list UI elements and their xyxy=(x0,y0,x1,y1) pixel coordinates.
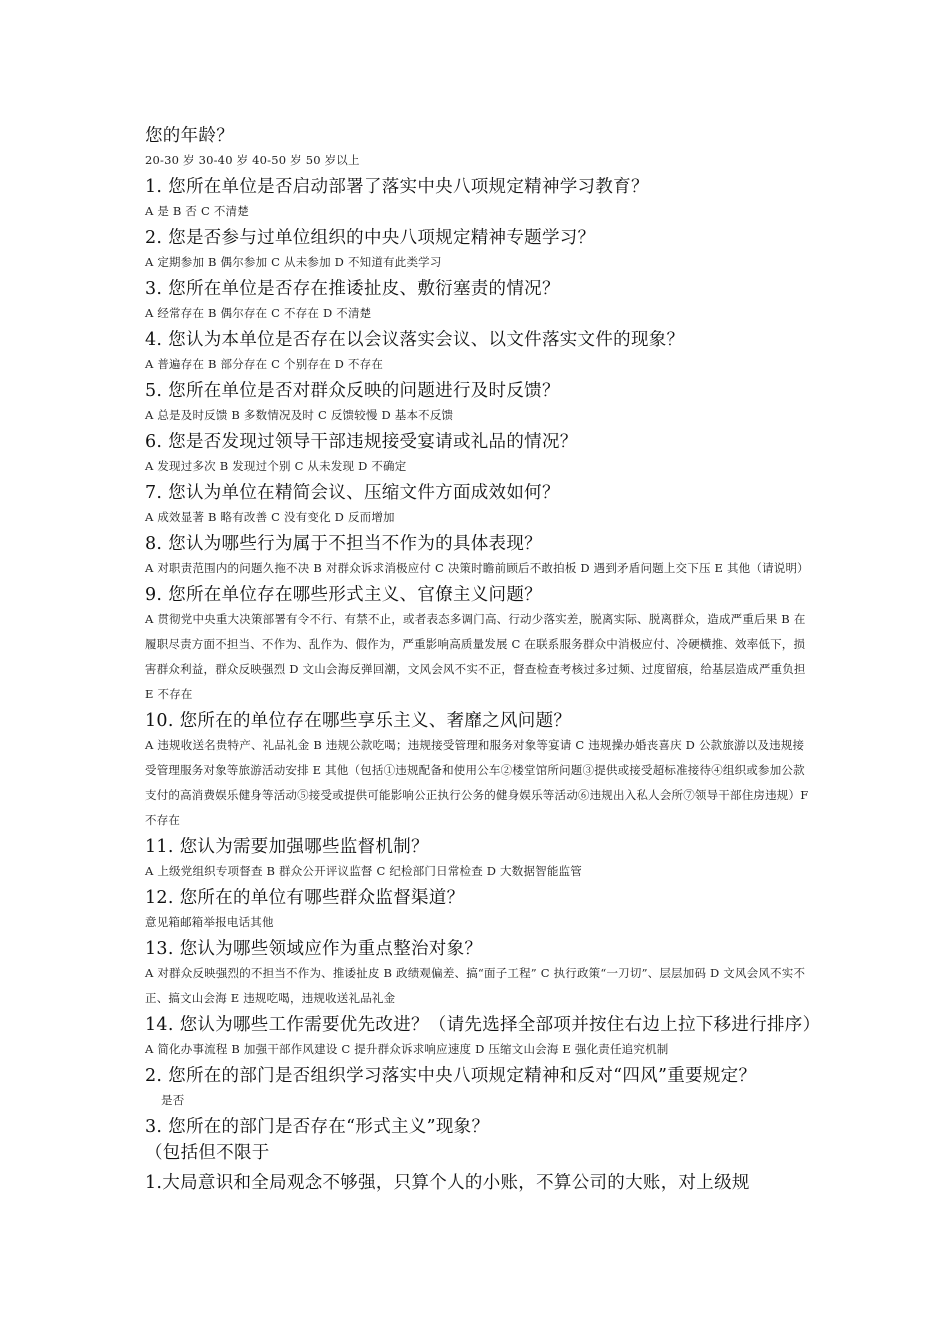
question-9: 9. 您所在单位存在哪些形式主义、官僚主义问题？ xyxy=(145,585,542,605)
answer-14: A 简化办事流程 B 加强干部作风建设 C 提升群众诉求响应速度 D 压缩文山会海 E 强化责任追究机制 xyxy=(145,1042,669,1056)
answer-2: A 定期参加 B 偶尔参加 C 从未参加 D 不知道有此类学习 xyxy=(145,255,442,269)
answer-10: A 违规收送名贵特产、礼品礼金 B 违规公款吃喝；违规接受管理和服务对象等宴请 C 违规操办婚丧喜庆 D 公款旅游以及违规接受管理服务对象等旅游活动安排 E 其他（包括①违规配备和使用公车②楼堂馆所问题③提供或接受超标准接待④组织或参加公款支付的高消费娱乐健身等活动⑤接受或提供可能影响公正执行公务的健身娱乐等活动⑥违规出入私人会所⑦领导干部住房违规）F 不存在 xyxy=(145,738,809,827)
question-age: 您的年龄？ xyxy=(145,126,234,146)
question-10: 10. 您所在的单位存在哪些享乐主义、奢靡之风问题？ xyxy=(145,711,572,731)
question-6: 6. 您是否发现过领导干部违规接受宴请或礼品的情况？ xyxy=(145,432,578,452)
answer-11: A 上级党组织专项督查 B 群众公开评议监督 C 纪检部门日常检查 D 大数据智能监管 xyxy=(145,864,582,878)
answer-7: A 成效显著 B 略有改善 C 没有变化 D 反而增加 xyxy=(145,510,395,524)
answer-6: A 发现过多次 B 发现过个别 C 从未发现 D 不确定 xyxy=(145,459,407,473)
question-12: 12. 您所在的单位有哪些群众监督渠道？ xyxy=(145,888,465,908)
answer-13: A 对群众反映强烈的不担当不作为、推诿扯皮 B 政绩观偏差、搞“面子工程” C 执行政策“一刀切”、层层加码 D 文风会风不实不正、搞文山会海 E 违规吃喝，违规收送礼品礼金 xyxy=(145,966,806,1005)
question-3: 3. 您所在单位是否存在推诿扯皮、敷衍塞责的情况？ xyxy=(145,279,560,299)
question-7: 7. 您认为单位在精简会议、压缩文件方面成效如何？ xyxy=(145,483,560,503)
answer-9: A 贯彻党中央重大决策部署有令不行、有禁不止，或者表态多调门高、行动少落实差，脱离实际、脱离群众，造成严重后果 B 在履职尽责方面不担当、不作为、乱作为、假作为，严重影响高质量发展 C 在联系服务群众中消极应付、冷硬横推、效率低下，损害群众利益，群众反映强烈 D 文山会海反弹回潮，文风会风不实不正，督查检查考核过多过频、过度留痕，给基层造成严重负担 E 不存在 xyxy=(145,612,806,701)
answer-1: A 是 B 否 C 不清楚 xyxy=(145,204,249,218)
answer-5: A 总是及时反馈 B 多数情况及时 C 反馈较慢 D 基本不反馈 xyxy=(145,408,454,422)
answer-3: A 经常存在 B 偶尔存在 C 不存在 D 不清楚 xyxy=(145,306,372,320)
question-8: 8. 您认为哪些行为属于不担当不作为的具体表现？ xyxy=(145,534,542,554)
question-2: 2. 您是否参与过单位组织的中央八项规定精神专题学习？ xyxy=(145,228,596,248)
survey-content xyxy=(145,118,821,1195)
question-dept-3: 3. 您所在的部门是否存在“形式主义”现象？ xyxy=(145,1117,490,1137)
tail-line-1: （包括但不限于 xyxy=(145,1143,270,1163)
question-1: 1. 您所在单位是否启动部署了落实中央八项规定精神学习教育？ xyxy=(145,177,649,197)
answer-4: A 普遍存在 B 部分存在 C 个别存在 D 不存在 xyxy=(145,357,384,371)
answer-12: 意见箱邮箱举报电话其他 xyxy=(145,915,274,929)
question-4: 4. 您认为本单位是否存在以会议落实会议、以文件落实文件的现象？ xyxy=(145,330,685,350)
question-dept-2: 2. 您所在的部门是否组织学习落实中央八项规定精神和反对“四风”重要规定？ xyxy=(145,1066,757,1086)
tail-line-2: 1.大局意识和全局观念不够强，只算个人的小账，不算公司的大账，对上级规 xyxy=(145,1173,750,1193)
question-5: 5. 您所在单位是否对群众反映的问题进行及时反馈？ xyxy=(145,381,560,401)
answer-dept-2: 是否 xyxy=(161,1093,185,1107)
question-14: 14. 您认为哪些工作需要优先改进？（请先选择全部项并按住右边上拉下移进行排序） xyxy=(145,1015,821,1035)
answer-age: 20-30 岁 30-40 岁 40-50 岁 50 岁以上 xyxy=(145,153,360,167)
question-11: 11. 您认为需要加强哪些监督机制？ xyxy=(145,837,429,857)
question-13: 13. 您认为哪些领域应作为重点整治对象？ xyxy=(145,939,483,959)
answer-8: A 对职责范围内的问题久拖不决 B 对群众诉求消极应付 C 决策时瞻前顾后不敢拍板 D 遇到矛盾问题上交下压 E 其他（请说明） xyxy=(145,561,809,575)
